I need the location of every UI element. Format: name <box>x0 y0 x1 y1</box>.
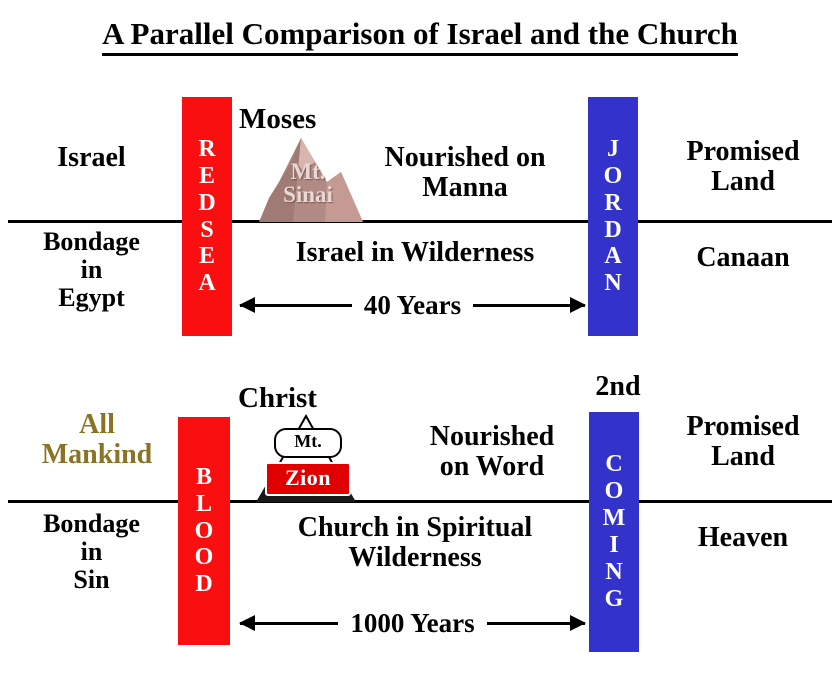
church-wilderness-line-2: Wilderness <box>348 542 482 574</box>
red-sea-letter-4: S <box>200 216 214 243</box>
mount-zion-mt-label: Mt. <box>274 428 342 458</box>
blood-letter-1: B <box>195 463 212 490</box>
israel-nourishment-label <box>340 143 590 203</box>
israel-promised-land-line-1: Promised <box>686 136 800 167</box>
all-mankind-line-1: All <box>79 409 115 440</box>
mount-sinai-label-line-1: Mt. <box>290 159 326 184</box>
church-promised-land-label <box>650 412 836 472</box>
israel-nourishment-line-1: Nourished on <box>384 142 546 173</box>
church-nourishment-line-2: on Word <box>439 451 545 483</box>
church-promised-land-line-1: Promised <box>686 411 800 442</box>
church-wilderness-label <box>235 513 595 573</box>
israel-wilderness-label: Israel in Wilderness <box>295 237 535 268</box>
red-sea-letter-1: R <box>198 135 216 162</box>
church-promised-land-line-2: Land <box>711 441 775 473</box>
jordan-letter-3: R <box>604 189 622 216</box>
church-bondage-label <box>10 510 173 594</box>
red-sea-letter-5: E <box>198 243 215 270</box>
church-nourishment-label <box>372 422 612 482</box>
israel-divider-line <box>8 220 832 223</box>
coming-letter-6: G <box>604 585 624 612</box>
red-sea-letter-6: A <box>198 270 216 297</box>
arrow-right-head <box>487 622 585 625</box>
jordan-letter-4: D <box>604 216 622 243</box>
israel-nourishment-line-2: Manna <box>422 172 508 204</box>
israel-promised-land-line-2: Land <box>711 166 775 198</box>
jordan-letter-6: N <box>604 270 622 297</box>
blood-letter-2: L <box>195 490 212 517</box>
arrow-right-head <box>473 304 585 307</box>
coming-letter-5: N <box>605 558 623 585</box>
page-title <box>0 16 840 52</box>
church-wilderness-line-1: Church in Spiritual <box>297 512 533 543</box>
page-title-text: A Parallel Comparison of Israel and the Church <box>102 16 738 56</box>
israel-bondage-line-2: in <box>80 255 103 285</box>
church-bondage-line-2: in <box>80 537 103 567</box>
church-divider-line <box>8 500 832 503</box>
church-duration-arrow <box>240 608 585 639</box>
jordan-letter-2: O <box>603 162 623 189</box>
jordan-bar <box>588 97 638 336</box>
red-sea-bar <box>182 97 232 336</box>
coming-letter-1: C <box>605 451 623 478</box>
coming-bar <box>589 412 639 652</box>
all-mankind-line-2: Mankind <box>41 439 153 471</box>
second-coming-heading: 2nd <box>595 371 641 402</box>
red-sea-letter-3: D <box>198 189 216 216</box>
israel-duration-label: 40 Years <box>363 290 462 320</box>
coming-letter-4: I <box>609 532 619 558</box>
coming-letter-2: O <box>604 478 624 505</box>
israel-bondage-line-1: Bondage <box>43 227 140 256</box>
israel-promised-land-label <box>650 137 836 197</box>
blood-letter-5: D <box>195 571 213 598</box>
israel-duration-arrow <box>240 290 585 321</box>
mount-zion-name-plaque: Zion <box>265 462 351 496</box>
blood-bar <box>178 417 230 645</box>
christ-label: Christ <box>238 382 317 414</box>
all-mankind-label <box>8 410 186 470</box>
church-bondage-line-1: Bondage <box>43 509 140 538</box>
moses-label: Moses <box>239 103 317 135</box>
arrow-left-head <box>240 622 338 625</box>
canaan-label: Canaan <box>696 242 790 273</box>
israel-bondage-label <box>10 228 173 312</box>
mount-sinai-label-line-2: Sinai <box>283 182 333 207</box>
blood-letter-3: O <box>194 517 214 544</box>
red-sea-letter-2: E <box>198 162 215 189</box>
coming-letter-3: M <box>602 505 626 532</box>
church-duration-label: 1000 Years <box>350 608 475 638</box>
heaven-label: Heaven <box>697 522 789 553</box>
jordan-letter-5: A <box>604 243 622 270</box>
church-bondage-line-3: Sin <box>73 565 110 595</box>
israel-label: Israel <box>57 142 126 173</box>
arrow-left-head <box>240 304 352 307</box>
church-nourishment-line-1: Nourished <box>429 421 555 452</box>
blood-letter-4: O <box>194 544 214 571</box>
israel-bondage-line-3: Egypt <box>58 283 125 313</box>
jordan-letter-1: J <box>607 135 619 162</box>
